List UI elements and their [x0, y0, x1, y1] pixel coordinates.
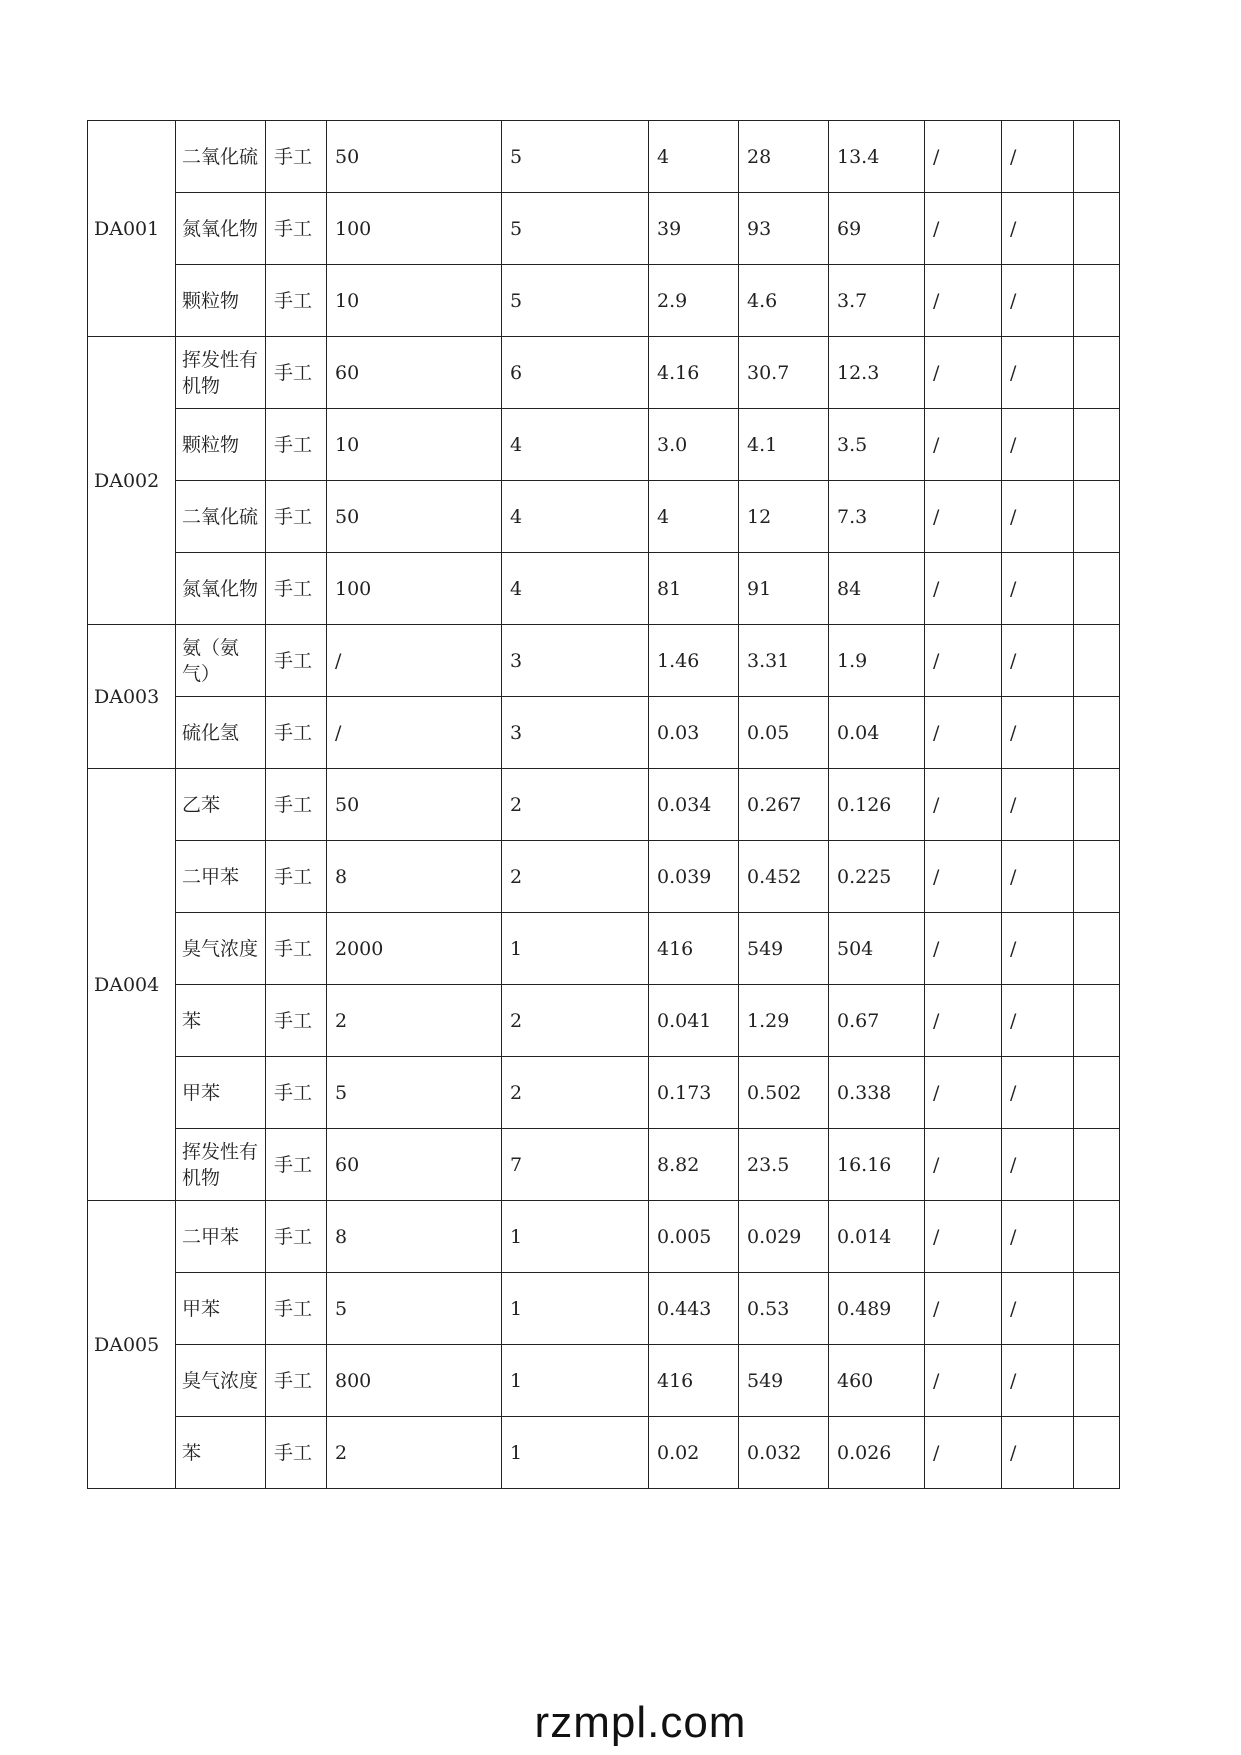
method-cell: 手工	[266, 337, 327, 409]
col9-cell: /	[1002, 1201, 1074, 1273]
col8-cell: /	[925, 1345, 1002, 1417]
table-row	[88, 985, 1120, 1057]
col10-cell	[1074, 769, 1120, 841]
max-value-cell: 93	[739, 193, 829, 265]
count-cell: 1	[502, 1417, 649, 1489]
col10-cell	[1074, 985, 1120, 1057]
max-value-cell: 0.032	[739, 1417, 829, 1489]
col8-cell: /	[925, 1417, 1002, 1489]
limit-cell: 2000	[327, 913, 502, 985]
count-cell: 4	[502, 481, 649, 553]
avg-value-cell: 504	[829, 913, 925, 985]
avg-value-cell: 0.126	[829, 769, 925, 841]
method-cell: 手工	[266, 1057, 327, 1129]
max-value-cell: 0.53	[739, 1273, 829, 1345]
count-cell: 1	[502, 913, 649, 985]
table-row	[88, 769, 1120, 841]
count-cell: 5	[502, 193, 649, 265]
pollutant-cell: 挥发性有机物	[176, 337, 266, 409]
avg-value-cell: 84	[829, 553, 925, 625]
col8-cell: /	[925, 913, 1002, 985]
min-value-cell: 8.82	[649, 1129, 739, 1201]
pollutant-cell: 颗粒物	[176, 409, 266, 481]
table-row	[88, 697, 1120, 769]
avg-value-cell: 3.7	[829, 265, 925, 337]
min-value-cell: 39	[649, 193, 739, 265]
pollutant-cell: 苯	[176, 985, 266, 1057]
table-row	[88, 625, 1120, 697]
col9-cell: /	[1002, 1345, 1074, 1417]
pollutant-cell: 氨（氨气）	[176, 625, 266, 697]
max-value-cell: 0.502	[739, 1057, 829, 1129]
col10-cell	[1074, 409, 1120, 481]
method-cell: 手工	[266, 769, 327, 841]
method-cell: 手工	[266, 1345, 327, 1417]
min-value-cell: 0.173	[649, 1057, 739, 1129]
limit-cell: 10	[327, 265, 502, 337]
col10-cell	[1074, 841, 1120, 913]
method-cell: 手工	[266, 193, 327, 265]
col8-cell: /	[925, 697, 1002, 769]
avg-value-cell: 1.9	[829, 625, 925, 697]
table-row	[88, 1129, 1120, 1201]
pollutant-cell: 颗粒物	[176, 265, 266, 337]
col9-cell: /	[1002, 1273, 1074, 1345]
col9-cell: /	[1002, 1057, 1074, 1129]
pollutant-cell: 苯	[176, 1417, 266, 1489]
col9-cell: /	[1002, 985, 1074, 1057]
count-cell: 1	[502, 1273, 649, 1345]
avg-value-cell: 0.489	[829, 1273, 925, 1345]
col8-cell: /	[925, 841, 1002, 913]
col8-cell: /	[925, 1129, 1002, 1201]
method-cell: 手工	[266, 409, 327, 481]
limit-cell: 10	[327, 409, 502, 481]
col10-cell	[1074, 481, 1120, 553]
col10-cell	[1074, 265, 1120, 337]
col9-cell: /	[1002, 265, 1074, 337]
limit-cell: 2	[327, 1417, 502, 1489]
min-value-cell: 0.03	[649, 697, 739, 769]
avg-value-cell: 12.3	[829, 337, 925, 409]
col9-cell: /	[1002, 193, 1074, 265]
col8-cell: /	[925, 193, 1002, 265]
col8-cell: /	[925, 985, 1002, 1057]
table-row	[88, 193, 1120, 265]
col10-cell	[1074, 1201, 1120, 1273]
outlet-cell: DA005	[88, 1201, 176, 1489]
avg-value-cell: 0.225	[829, 841, 925, 913]
col9-cell: /	[1002, 337, 1074, 409]
method-cell: 手工	[266, 121, 327, 193]
col8-cell: /	[925, 337, 1002, 409]
col10-cell	[1074, 193, 1120, 265]
col8-cell: /	[925, 265, 1002, 337]
outlet-cell: DA003	[88, 625, 176, 769]
col9-cell: /	[1002, 553, 1074, 625]
pollutant-cell: 甲苯	[176, 1273, 266, 1345]
limit-cell: 100	[327, 553, 502, 625]
pollutant-cell: 臭气浓度	[176, 913, 266, 985]
min-value-cell: 0.005	[649, 1201, 739, 1273]
col8-cell: /	[925, 121, 1002, 193]
min-value-cell: 0.041	[649, 985, 739, 1057]
outlet-cell: DA001	[88, 121, 176, 337]
min-value-cell: 0.034	[649, 769, 739, 841]
limit-cell: 8	[327, 841, 502, 913]
col8-cell: /	[925, 769, 1002, 841]
col10-cell	[1074, 1273, 1120, 1345]
method-cell: 手工	[266, 985, 327, 1057]
max-value-cell: 549	[739, 1345, 829, 1417]
pollutant-cell: 乙苯	[176, 769, 266, 841]
count-cell: 1	[502, 1345, 649, 1417]
limit-cell: 50	[327, 481, 502, 553]
avg-value-cell: 69	[829, 193, 925, 265]
max-value-cell: 12	[739, 481, 829, 553]
avg-value-cell: 460	[829, 1345, 925, 1417]
avg-value-cell: 0.04	[829, 697, 925, 769]
method-cell: 手工	[266, 265, 327, 337]
max-value-cell: 0.452	[739, 841, 829, 913]
min-value-cell: 416	[649, 1345, 739, 1417]
table-row	[88, 841, 1120, 913]
limit-cell: /	[327, 697, 502, 769]
count-cell: 3	[502, 697, 649, 769]
col10-cell	[1074, 1345, 1120, 1417]
avg-value-cell: 16.16	[829, 1129, 925, 1201]
col8-cell: /	[925, 1057, 1002, 1129]
method-cell: 手工	[266, 1417, 327, 1489]
col9-cell: /	[1002, 1129, 1074, 1201]
watermark-text: rzmpl.com	[534, 1698, 747, 1747]
col9-cell: /	[1002, 1417, 1074, 1489]
col9-cell: /	[1002, 121, 1074, 193]
table-row	[88, 481, 1120, 553]
table-row	[88, 1273, 1120, 1345]
count-cell: 4	[502, 409, 649, 481]
col8-cell: /	[925, 409, 1002, 481]
min-value-cell: 81	[649, 553, 739, 625]
method-cell: 手工	[266, 1201, 327, 1273]
count-cell: 6	[502, 337, 649, 409]
max-value-cell: 30.7	[739, 337, 829, 409]
col8-cell: /	[925, 481, 1002, 553]
max-value-cell: 0.05	[739, 697, 829, 769]
method-cell: 手工	[266, 553, 327, 625]
col8-cell: /	[925, 1201, 1002, 1273]
col9-cell: /	[1002, 769, 1074, 841]
min-value-cell: 4	[649, 481, 739, 553]
count-cell: 5	[502, 265, 649, 337]
table-body	[88, 121, 1120, 1489]
col10-cell	[1074, 1417, 1120, 1489]
count-cell: 1	[502, 1201, 649, 1273]
col10-cell	[1074, 1129, 1120, 1201]
min-value-cell: 416	[649, 913, 739, 985]
col9-cell: /	[1002, 625, 1074, 697]
max-value-cell: 1.29	[739, 985, 829, 1057]
col10-cell	[1074, 337, 1120, 409]
col9-cell: /	[1002, 697, 1074, 769]
pollutant-cell: 二甲苯	[176, 841, 266, 913]
table-row	[88, 121, 1120, 193]
limit-cell: 60	[327, 337, 502, 409]
table-row	[88, 1057, 1120, 1129]
method-cell: 手工	[266, 481, 327, 553]
method-cell: 手工	[266, 1129, 327, 1201]
table-row	[88, 1417, 1120, 1489]
max-value-cell: 91	[739, 553, 829, 625]
min-value-cell: 0.02	[649, 1417, 739, 1489]
col10-cell	[1074, 697, 1120, 769]
limit-cell: 5	[327, 1057, 502, 1129]
col10-cell	[1074, 121, 1120, 193]
pollutant-cell: 氮氧化物	[176, 553, 266, 625]
avg-value-cell: 0.014	[829, 1201, 925, 1273]
pollutant-cell: 二氧化硫	[176, 121, 266, 193]
table-row	[88, 913, 1120, 985]
count-cell: 3	[502, 625, 649, 697]
col10-cell	[1074, 913, 1120, 985]
table-row	[88, 553, 1120, 625]
pollutant-cell: 二氧化硫	[176, 481, 266, 553]
min-value-cell: 3.0	[649, 409, 739, 481]
min-value-cell: 2.9	[649, 265, 739, 337]
col10-cell	[1074, 553, 1120, 625]
count-cell: 2	[502, 769, 649, 841]
min-value-cell: 0.443	[649, 1273, 739, 1345]
max-value-cell: 28	[739, 121, 829, 193]
monitoring-data-table	[87, 120, 1120, 1489]
avg-value-cell: 3.5	[829, 409, 925, 481]
limit-cell: 100	[327, 193, 502, 265]
min-value-cell: 4.16	[649, 337, 739, 409]
method-cell: 手工	[266, 625, 327, 697]
count-cell: 2	[502, 985, 649, 1057]
avg-value-cell: 7.3	[829, 481, 925, 553]
min-value-cell: 0.039	[649, 841, 739, 913]
method-cell: 手工	[266, 841, 327, 913]
method-cell: 手工	[266, 697, 327, 769]
count-cell: 5	[502, 121, 649, 193]
table-row	[88, 265, 1120, 337]
limit-cell: 8	[327, 1201, 502, 1273]
limit-cell: 50	[327, 769, 502, 841]
table-row	[88, 1201, 1120, 1273]
col9-cell: /	[1002, 481, 1074, 553]
pollutant-cell: 硫化氢	[176, 697, 266, 769]
min-value-cell: 4	[649, 121, 739, 193]
table-row	[88, 337, 1120, 409]
limit-cell: /	[327, 625, 502, 697]
min-value-cell: 1.46	[649, 625, 739, 697]
col10-cell	[1074, 625, 1120, 697]
method-cell: 手工	[266, 1273, 327, 1345]
count-cell: 4	[502, 553, 649, 625]
limit-cell: 50	[327, 121, 502, 193]
pollutant-cell: 氮氧化物	[176, 193, 266, 265]
method-cell: 手工	[266, 913, 327, 985]
avg-value-cell: 0.338	[829, 1057, 925, 1129]
pollutant-cell: 甲苯	[176, 1057, 266, 1129]
pollutant-cell: 挥发性有机物	[176, 1129, 266, 1201]
pollutant-cell: 臭气浓度	[176, 1345, 266, 1417]
pollutant-cell: 二甲苯	[176, 1201, 266, 1273]
count-cell: 2	[502, 1057, 649, 1129]
table-row	[88, 409, 1120, 481]
max-value-cell: 4.1	[739, 409, 829, 481]
max-value-cell: 0.267	[739, 769, 829, 841]
limit-cell: 5	[327, 1273, 502, 1345]
max-value-cell: 549	[739, 913, 829, 985]
max-value-cell: 3.31	[739, 625, 829, 697]
count-cell: 2	[502, 841, 649, 913]
col9-cell: /	[1002, 841, 1074, 913]
col9-cell: /	[1002, 409, 1074, 481]
outlet-cell: DA004	[88, 769, 176, 1201]
table-row	[88, 1345, 1120, 1417]
max-value-cell: 23.5	[739, 1129, 829, 1201]
col8-cell: /	[925, 1273, 1002, 1345]
limit-cell: 60	[327, 1129, 502, 1201]
max-value-cell: 0.029	[739, 1201, 829, 1273]
outlet-cell: DA002	[88, 337, 176, 625]
max-value-cell: 4.6	[739, 265, 829, 337]
col8-cell: /	[925, 625, 1002, 697]
avg-value-cell: 0.67	[829, 985, 925, 1057]
limit-cell: 2	[327, 985, 502, 1057]
count-cell: 7	[502, 1129, 649, 1201]
col10-cell	[1074, 1057, 1120, 1129]
limit-cell: 800	[327, 1345, 502, 1417]
col8-cell: /	[925, 553, 1002, 625]
col9-cell: /	[1002, 913, 1074, 985]
avg-value-cell: 13.4	[829, 121, 925, 193]
avg-value-cell: 0.026	[829, 1417, 925, 1489]
